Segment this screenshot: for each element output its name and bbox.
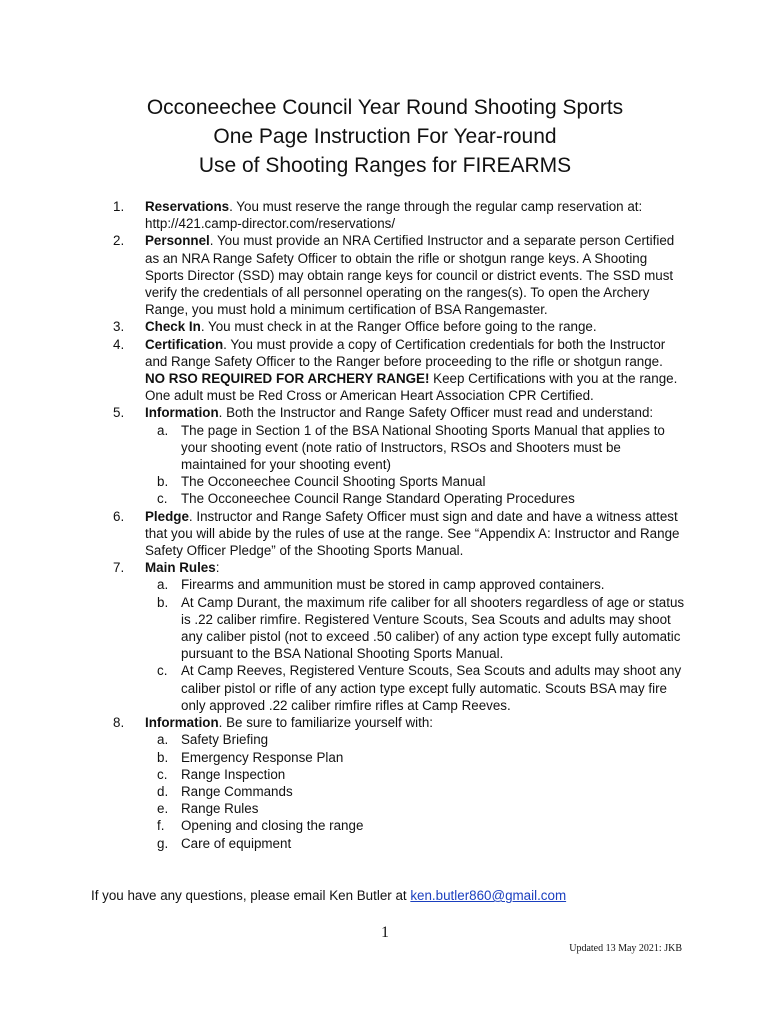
item-body: : [215,560,220,576]
title-line-1: Occoneechee Council Year Round Shooting Sports [146,96,624,119]
item-heading: Information [145,405,219,421]
list-item [0,232,685,318]
item-heading: Information [145,715,219,731]
item-emphasis: NO RSO REQUIRED FOR ARCHERY RANGE! [145,371,430,387]
list-item [0,404,685,421]
sub-item-letter: b. [157,594,169,610]
sub-item [0,662,685,714]
list-item [0,336,685,405]
sub-item [0,490,685,507]
sub-item-text: The page in Section 1 of the BSA National Shooting Sports Manual that applies to your shooting event (note ratio of Instructors, RSOs and Shooters must be maintained for your shooting event) [181,422,665,473]
sub-item [0,576,685,593]
instruction-list [0,198,770,852]
item-heading: Personnel [145,233,210,249]
item-number: 3. [113,319,125,335]
sub-item [0,783,685,800]
sub-item-text: Safety Briefing [181,732,269,748]
sub-item-letter: c. [157,766,168,782]
sub-item-text: At Camp Reeves, Registered Venture Scouts, Sea Scouts and adults may shoot any caliber pistol or rifle of any action type except fully automatic. Scouts BSA may fire only approved .22 caliber rimfire rifles at Camp Reeves. [181,663,682,713]
sub-item-letter: e. [157,801,169,817]
sub-item-text: Firearms and ammunition must be stored in camp approved containers. [181,577,605,593]
item-heading: Certification [145,336,224,352]
item-number: 7. [113,560,125,576]
sub-item-letter: b. [157,474,169,490]
item-body: . You must provide an NRA Certified Instructor and a separate person Certified as an NRA Range Safety Officer to obtain the rifle or shotgun range keys. A Shooting Sports Director (SSD) may obtain range keys for council or district events. The SSD must verify the credentials of all personnel operating on the ranges(s). To open the Archery Range, you must hold a minimum certification of BSA Rangemaster. [145,233,675,318]
sub-item-letter: b. [157,749,169,765]
item-body: . You must check in at the Ranger Office before going to the range. [200,319,597,335]
item-number: 6. [113,508,125,524]
sub-item-letter: g. [157,835,169,851]
sub-item-letter: d. [157,783,169,799]
sub-item-text: Range Rules [181,801,259,817]
item-body: . You must reserve the range through the regular camp reservation at: http://421.camp-director.com/reservations/ [145,199,643,232]
list-item [0,508,685,560]
sub-item-letter: a. [157,732,169,748]
item-number: 5. [113,405,125,421]
sub-item-text: Opening and closing the range [181,818,364,834]
sub-item-letter: a. [157,422,169,438]
item-body-continued: Keep Certifications with you at the range. One adult must be Red Cross or American Heart Association CPR Certified. [145,371,678,404]
item-body: . Both the Instructor and Range Safety Officer must read and understand: [218,405,654,421]
title-line-3: Use of Shooting Ranges for FIREARMS [198,154,572,177]
item-number: 1. [113,199,125,214]
sub-item [0,731,685,748]
item-heading: Reservations [145,199,230,214]
list-item [0,318,685,335]
sub-item-letter: a. [157,577,169,593]
list-item [0,714,685,731]
item-heading: Pledge [145,508,189,524]
sub-item [0,422,685,474]
sub-item-text: Care of equipment [181,835,292,851]
page-number: 1 [381,924,389,941]
item-number: 4. [113,336,125,352]
sub-item [0,800,685,817]
item-heading: Main Rules [145,560,216,576]
contact-text: If you have any questions, please email Ken Butler at [91,888,411,903]
list-item [0,198,685,232]
sub-item-text: Emergency Response Plan [181,749,344,765]
item-number: 8. [113,715,125,731]
item-body: . Instructor and Range Safety Officer must sign and date and have a witness attest that you will abide by the rules of use at the range. See “Appendix A: Instructor and Range Safety Officer Pledge” of the Shooting Sports Manual. [145,508,680,559]
sub-item-letter: c. [157,663,168,679]
sub-item [0,473,685,490]
title-line-2: One Page Instruction For Year-round [213,125,557,148]
sub-item-letter: c. [157,491,168,507]
item-number: 2. [113,233,125,249]
sub-item-text: The Occoneechee Council Shooting Sports Manual [181,474,486,490]
sub-item [0,749,685,766]
sub-item [0,835,685,852]
document-title [0,93,770,180]
contact-line [91,887,566,904]
sub-item-text: At Camp Durant, the maximum rife caliber for all shooters regardless of age or status is .22 caliber rimfire. Registered Venture Scouts, Sea Scouts and adults may shoot any caliber pistol (not to exceed .50 caliber) of any action type except fully automatic pursuant to the BSA National Shooting Sports Manual. [181,594,685,662]
sub-item-text: The Occoneechee Council Range Standard Operating Procedures [181,491,575,507]
list-item [0,559,685,576]
item-body: . Be sure to familiarize yourself with: [218,715,433,731]
email-link[interactable]: ken.butler860@gmail.com [410,888,567,903]
sub-item-text: Range Commands [181,783,293,799]
item-heading: Check In [145,319,201,335]
item-body: . You must provide a copy of Certification credentials for both the Instructor and Range Safety Officer to the Ranger before proceeding to the rifle or shotgun range. [145,336,666,369]
updated-note: Updated 13 May 2021: JKB [569,943,682,954]
sub-item-letter: f. [157,818,165,834]
sub-item [0,766,685,783]
sub-item-text: Range Inspection [181,766,286,782]
sub-item [0,817,685,834]
sub-item [0,594,685,663]
